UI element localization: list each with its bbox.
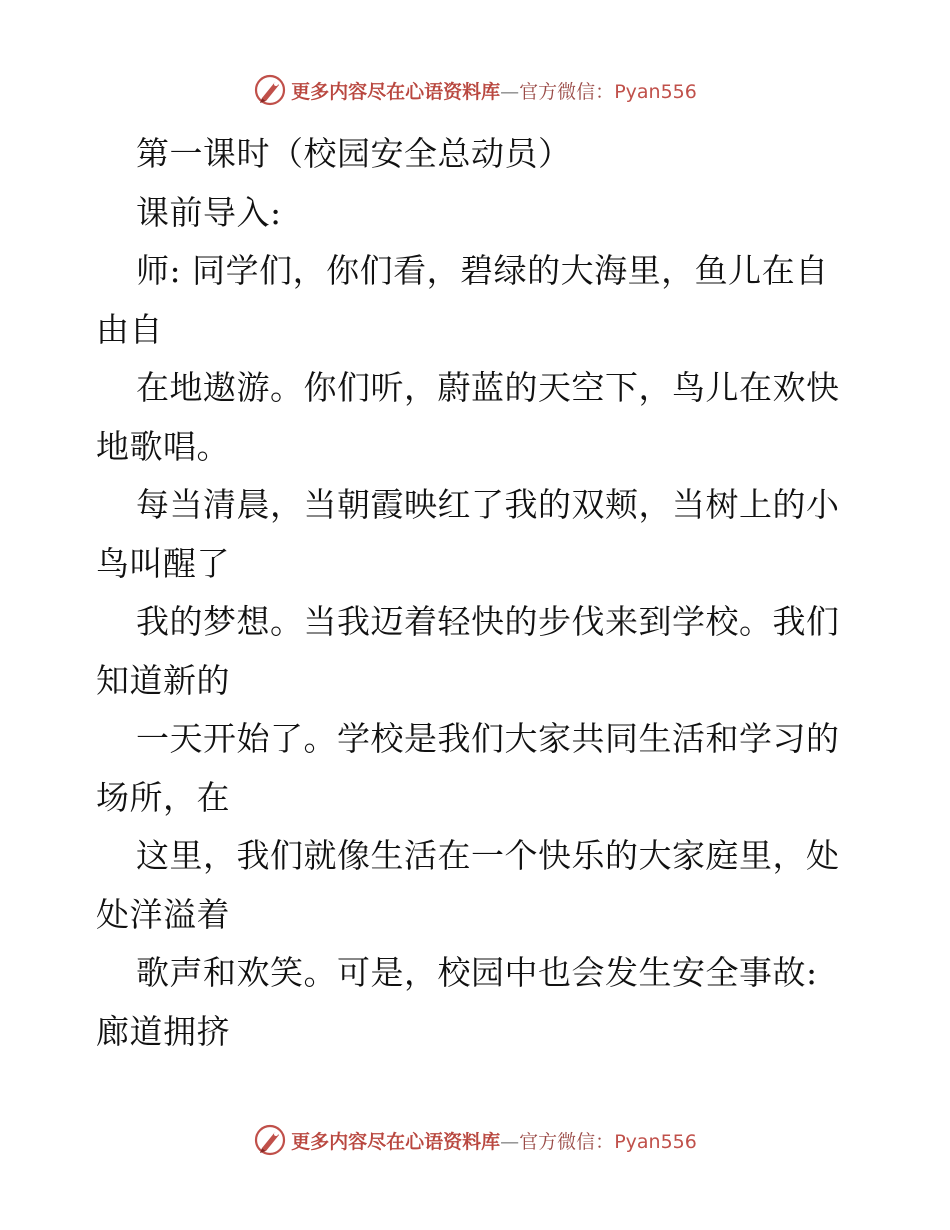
- banner-wechat-id: Pyan556: [614, 1130, 697, 1153]
- paragraph-line: 我的梦想。当我迈着轻快的步伐来到学校。我们: [136, 602, 840, 641]
- banner-wechat-id: Pyan556: [614, 80, 697, 103]
- footer-banner: [0, 1120, 950, 1160]
- paragraph-line: 师: 同学们，你们看，碧绿的大海里，鱼儿在自: [136, 251, 829, 290]
- paragraph-line: 廊道拥挤: [96, 1011, 230, 1051]
- banner-text: [291, 77, 697, 104]
- paragraph-line: 在地遨游。你们听，蔚蓝的天空下，鸟儿在欢快: [136, 368, 840, 407]
- paragraph-line: 每当清晨，当朝霞映红了我的双颊，当树上的小: [136, 485, 840, 524]
- banner-wechat-label: 官方微信：: [519, 1130, 615, 1153]
- banner-title: 更多内容尽在心语资料库: [291, 1130, 501, 1153]
- paragraph-line: 处洋溢着: [96, 894, 230, 934]
- paragraph-line: 这里，我们就像生活在一个快乐的大家庭里，处: [136, 836, 840, 875]
- banner-dash: —: [500, 1130, 520, 1153]
- banner-text: [291, 1127, 697, 1154]
- paragraph-line: 一天开始了。学校是我们大家共同生活和学习的: [136, 719, 840, 758]
- header-banner: [0, 70, 950, 110]
- paragraph-line: 知道新的: [96, 660, 230, 700]
- document-body: [96, 125, 856, 1061]
- paragraph-line: 鸟叫醒了: [96, 543, 230, 583]
- pen-logo-icon: [253, 73, 287, 107]
- section-heading: 课前导入:: [136, 192, 282, 232]
- pen-logo-icon: [253, 1123, 287, 1157]
- paragraph-line: 歌声和欢笑。可是，校园中也会发生安全事故:: [136, 953, 818, 992]
- lesson-title: 第一课时（校园安全总动员）: [136, 134, 572, 173]
- banner-title: 更多内容尽在心语资料库: [291, 80, 501, 103]
- banner-dash: —: [500, 80, 520, 103]
- paragraph-line: 地歌唱。: [96, 426, 230, 466]
- banner-wechat-label: 官方微信：: [519, 80, 615, 103]
- paragraph-line: 场所，在: [96, 777, 230, 817]
- paragraph-line: 由自: [96, 309, 163, 349]
